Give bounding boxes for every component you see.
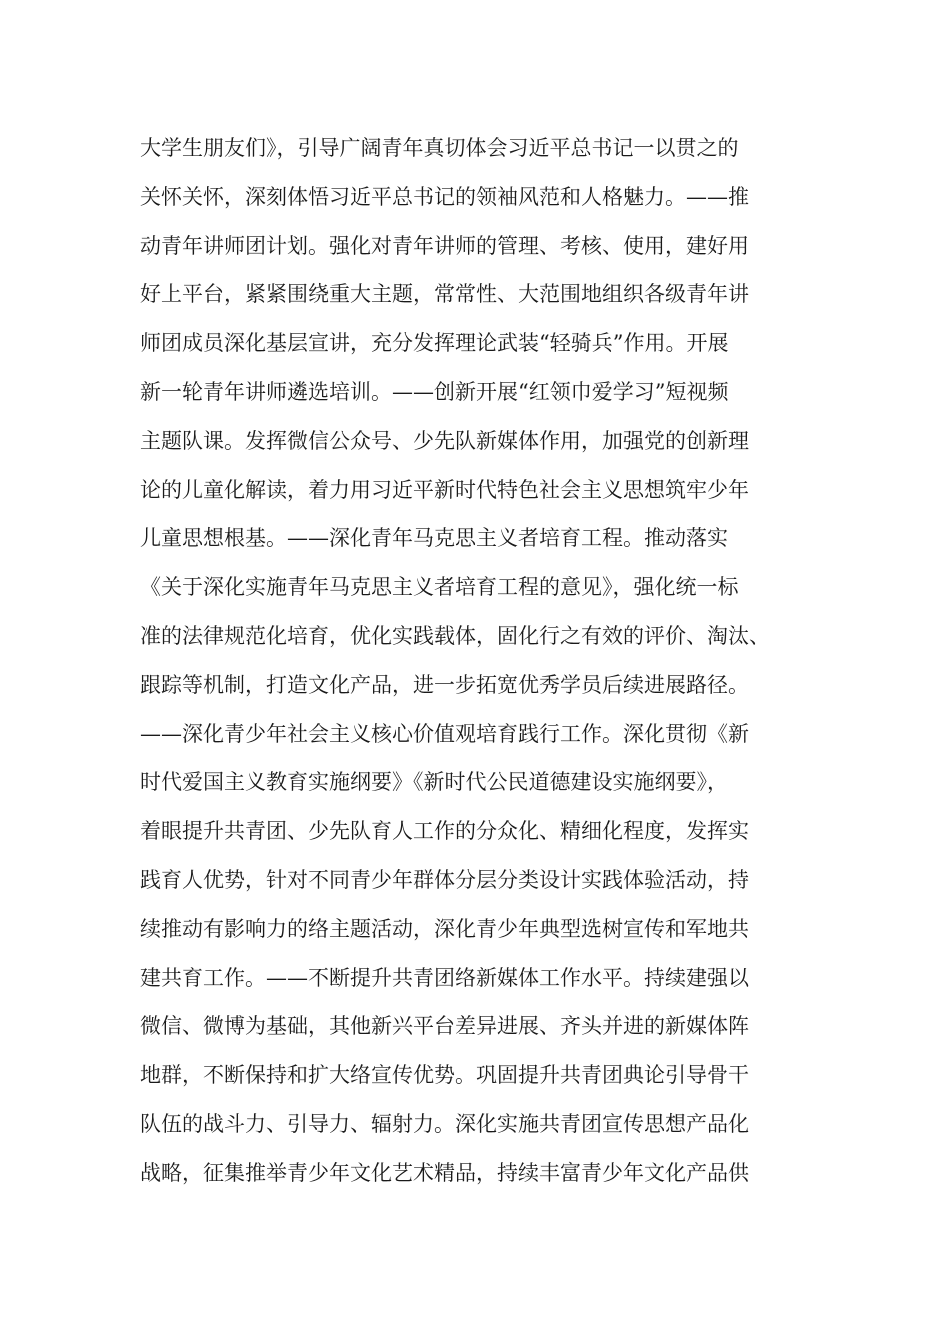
body-text bbox=[140, 124, 830, 1198]
text-line: 《关于深化实施青年马克思主义者培育工程的意见》，强化统一标 bbox=[140, 575, 739, 600]
text-line: 儿童思想根基。——深化青年马克思主义者培育工程。推动落实 bbox=[140, 526, 728, 551]
text-line: 地群，不断保持和扩大络宣传优势。巩固提升共青团典论引导骨干 bbox=[140, 1063, 749, 1088]
text-line: 战略，征集推举青少年文化艺术精品，持续丰富青少年文化产品供 bbox=[140, 1160, 749, 1185]
text-line: 跟踪等机制，打造文化产品，进一步拓宽优秀学员后续进展路径。 bbox=[140, 672, 749, 697]
text-line: 建共育工作。——不断提升共青团络新媒体工作水平。持续建强以 bbox=[140, 965, 749, 990]
text-line: 着眼提升共青团、少先队育人工作的分众化、精细化程度，发挥实 bbox=[140, 819, 749, 844]
text-line: ——深化青少年社会主义核心价值观培育践行工作。深化贯彻《新 bbox=[140, 721, 749, 746]
text-line: 好上平台，紧紧围绕重大主题，常常性、大范围地组织各级青年讲 bbox=[140, 282, 749, 307]
text-line: 关怀关怀，深刻体悟习近平总书记的领袖风范和人格魅力。——推 bbox=[140, 184, 749, 209]
text-line: 准的法律规范化培育，优化实践载体，固化行之有效的评价、淘汰、 bbox=[140, 623, 770, 648]
text-line: 论的儿童化解读，着力用习近平新时代特色社会主义思想筑牢少年 bbox=[140, 477, 749, 502]
text-line: 续推动有影响力的络主题活动，深化青少年典型选树宣传和军地共 bbox=[140, 916, 749, 941]
text-line: 时代爱国主义教育实施纲要》《新时代公民道德建设实施纲要》， bbox=[140, 770, 728, 795]
text-line: 践育人优势，针对不同青少年群体分层分类设计实践体验活动，持 bbox=[140, 867, 749, 892]
text-line: 队伍的战斗力、引导力、辐射力。深化实施共青团宣传思想产品化 bbox=[140, 1111, 749, 1136]
text-line: 师团成员深化基层宣讲，充分发挥理论武装“轻骑兵”作用。开展 bbox=[140, 331, 729, 356]
text-line: 微信、微博为基础，其他新兴平台差异进展、齐头并进的新媒体阵 bbox=[140, 1014, 749, 1039]
text-line: 新一轮青年讲师遴选培训。——创新开展“红领巾爱学习”短视频 bbox=[140, 379, 729, 404]
text-line: 动青年讲师团计划。强化对青年讲师的管理、考核、使用，建好用 bbox=[140, 233, 749, 258]
text-line: 主题队课。发挥微信公众号、少先队新媒体作用，加强党的创新理 bbox=[140, 428, 749, 453]
text-line: 大学生朋友们》，引导广阔青年真切体会习近平总书记一以贯之的 bbox=[140, 136, 739, 160]
